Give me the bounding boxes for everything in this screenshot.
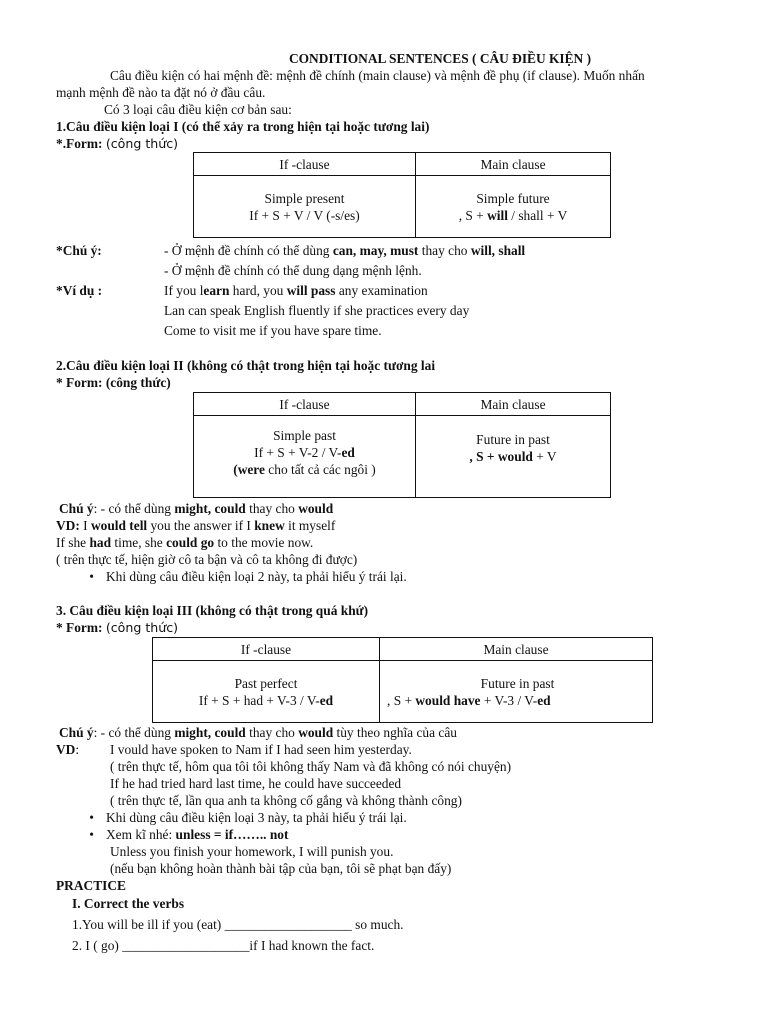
type3-form-label: * Form: (công thức) — [56, 620, 179, 635]
intro-line: mạnh mệnh đề nào ta đặt nó ở đầu câu. — [56, 85, 266, 100]
type3-example: Unless you finish your homework, I will punish you. — [110, 844, 394, 859]
page-title: CONDITIONAL SENTENCES ( CÂU ĐIỀU KIỆN ) — [288, 51, 592, 66]
main-clause-cell: Simple future , S + will / shall + V — [416, 176, 611, 238]
type3-example: VD: I vould have spoken to Nam if I had seen him yesterday. — [56, 742, 412, 757]
table-header: Main clause — [416, 393, 611, 416]
table-header: If -clause — [153, 638, 380, 661]
type1-example: Come to visit me if you have spare time. — [164, 323, 382, 338]
type2-example: VD: I would tell you the answer if I knew it myself — [56, 518, 336, 533]
type3-note: Chú ý: - có thể dùng might, could thay cho would tùy theo nghĩa của câu — [59, 725, 457, 740]
type1-heading: 1.Câu điều kiện loại I (có thể xảy ra trong hiện tại hoặc tương lai) — [56, 119, 430, 134]
type1-form-table — [193, 152, 611, 238]
main-clause-cell: Future in past , S + would + V — [416, 416, 611, 498]
practice-question: 1.You will be ill if you (eat) ___________________ so much. — [72, 917, 404, 932]
type1-example: Lan can speak English fluently if she practices every day — [164, 303, 470, 318]
table-header: If -clause — [194, 153, 416, 176]
intro-line: Có 3 loại câu điều kiện cơ bản sau: — [104, 102, 292, 117]
type3-example: ( trên thực tế, hôm qua tôi tôi không thấy Nam và đã không có nói chuyện) — [110, 759, 512, 774]
type1-note: *Chú ý: - Ở mệnh đề chính có thể dùng can, may, must thay cho will, shall — [56, 243, 526, 258]
if-clause-cell: Simple present If + S + V / V (-s/es) — [194, 176, 416, 238]
type3-example: ( trên thực tế, lần qua anh ta không cố gắng và không thành công) — [110, 793, 462, 808]
type1-example: *Ví dụ : If you learn hard, you will pass any examination — [56, 283, 428, 298]
practice-question: 2. I ( go) ___________________if I had known the fact. — [72, 938, 375, 953]
bullet-icon: • — [89, 810, 94, 825]
bullet-icon: • — [89, 827, 94, 842]
main-clause-cell: Future in past , S + would have + V-3 / V-ed — [380, 661, 653, 723]
type3-example: If he had tried hard last time, he could have succeeded — [110, 776, 402, 791]
type2-example: ( trên thực tế, hiện giờ cô ta bận và cô ta không đi được) — [56, 552, 358, 567]
type1-form-label: *.Form: (công thức) — [56, 136, 179, 151]
if-clause-cell: Past perfect If + S + had + V-3 / V-ed — [153, 661, 380, 723]
type3-example: (nếu bạn không hoàn thành bài tập của bạn, tôi sẽ phạt bạn đấy) — [110, 861, 452, 876]
type2-form-table — [193, 392, 611, 498]
bullet-icon: • — [89, 569, 94, 584]
intro-line: Câu điều kiện có hai mệnh đề: mệnh đề chính (main clause) và mệnh đề phụ (if clause). Muốn nhấn — [110, 68, 645, 83]
type3-bullet: • Khi dùng câu điều kiện loại 3 này, ta phải hiểu ý trái lại. — [56, 809, 756, 826]
type2-example: If she had time, she could go to the movie now. — [56, 535, 314, 550]
practice-heading: PRACTICE — [56, 878, 126, 893]
type2-bullet: • Khi dùng câu điều kiện loại 2 này, ta phải hiểu ý trái lại. — [56, 568, 756, 585]
document-page — [56, 50, 756, 954]
type3-form-table — [152, 637, 653, 723]
if-clause-cell: Simple past If + S + V-2 / V-ed (were cho tất cả các ngôi ) — [194, 416, 416, 498]
type2-note: Chú ý: - có thể dùng might, could thay cho would — [59, 501, 334, 516]
type2-heading: 2.Câu điều kiện loại II (không có thật trong hiện tại hoặc tương lai — [56, 358, 436, 373]
type2-form-label: * Form: (công thức) — [56, 375, 171, 390]
table-header: Main clause — [380, 638, 653, 661]
table-header: Main clause — [416, 153, 611, 176]
type3-bullet: • Xem kĩ nhé: unless = if…….. not — [56, 826, 756, 843]
type3-heading: 3. Câu điều kiện loại III (không có thật trong quá khứ) — [56, 603, 369, 618]
table-header: If -clause — [194, 393, 416, 416]
type1-note: - Ở mệnh đề chính có thể dung dạng mệnh lệnh. — [164, 263, 422, 278]
practice-section-title: I. Correct the verbs — [72, 896, 185, 911]
